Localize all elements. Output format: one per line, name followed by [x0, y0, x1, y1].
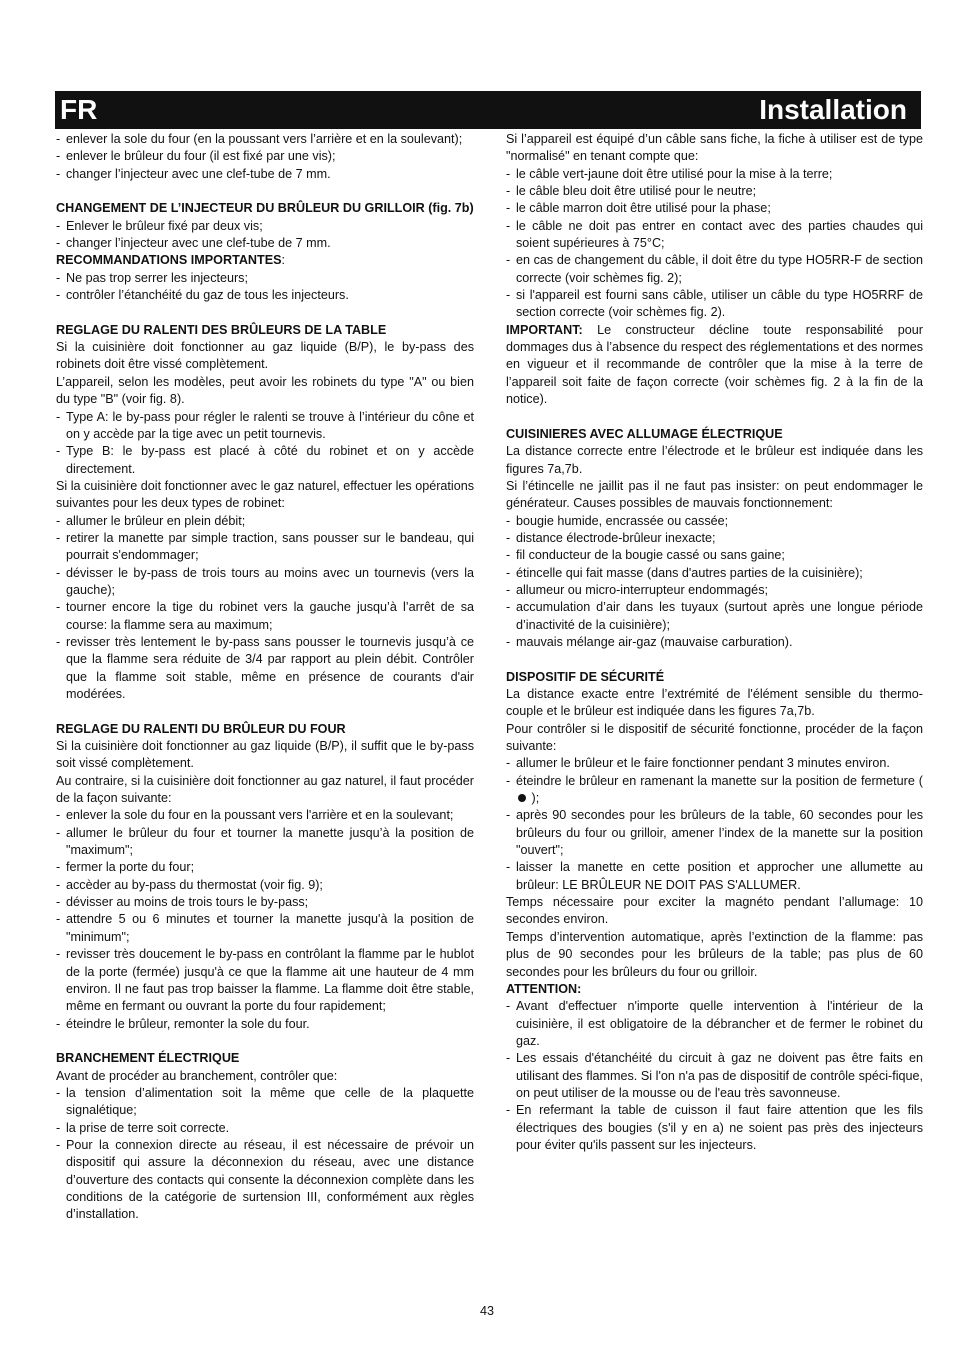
list-item: - dévisser au moins de trois tours le by-pass;: [56, 894, 474, 911]
page-number: 43: [479, 1304, 494, 1318]
list-item: - allumer le brûleur et le faire fonctionner pendant 3 minutes environ.: [506, 755, 923, 772]
list-item: - si l'appareil est fourni sans câble, utiliser un câble du type HO5RRF de section correcte (voir schèmes fig. 2).: [506, 287, 923, 322]
page-title: Installation: [759, 94, 907, 125]
list-item: - le câble vert-jaune doit être utilisé pour la mise à la terre;: [506, 166, 923, 183]
list-item: - la prise de terre soit correcte.: [56, 1120, 474, 1137]
list-item: - le câble marron doit être utilisé pour la phase;: [506, 200, 923, 217]
paragraph: Si la cuisinière doit fonctionner avec le gaz naturel, effectuer les opérations suivantes pour les deux types de robinet:: [56, 478, 474, 511]
section-heading: REGLAGE DU RALENTI DU BRÛLEUR DU FOUR: [56, 721, 346, 736]
section-list: [56, 807, 474, 1032]
list-item: - Avant d'effectuer n'importe quelle intervention à l'intérieur de la cuisinière, il est obligatoire de la débrancher et de fermer le robinet du gaz.: [506, 998, 923, 1050]
language-code: FR: [60, 94, 98, 125]
section-heading: CUISINIERES AVEC ALLUMAGE ÉLECTRIQUE: [506, 426, 783, 441]
list-item: - enlever la sole du four en la poussant vers l'arrière et en la soulevant;: [56, 807, 474, 824]
list-item: - En refermant la table de cuisson il faut faire attention que les fils électriques des bougies (s'il y en a) ne soient pas près des injecteurs pour éviter qu'ils passent sur les injecteurs.: [506, 1102, 923, 1154]
list-item: - le câble bleu doit être utilisé pour le neutre;: [506, 183, 923, 200]
section-list: [506, 166, 923, 322]
list-item: - tourner encore la tige du robinet vers la gauche jusqu’à l’arrêt de sa course: la flamme sera au maximum;: [56, 599, 474, 634]
list-item: - retirer la manette par simple traction, sans pousser sur le bandeau, qui pourrait s'endommager;: [56, 530, 474, 565]
paragraph: L’appareil, selon les modèles, peut avoir les robinets du type "A" ou bien du type "B" (voir fig. 8).: [56, 374, 474, 407]
section-heading: BRANCHEMENT ÉLECTRIQUE: [56, 1051, 240, 1066]
paragraph: Si la cuisinière doit fonctionner au gaz liquide (B/P), le by-pass des robinets doit être vissé complètement.: [56, 340, 474, 372]
list-item: - fermer la porte du four;: [56, 859, 474, 876]
list-item: - bougie humide, encrassée ou cassée;: [506, 513, 923, 530]
list-item: - après 90 secondes pour les brûleurs de la table, 60 secondes pour les brûleurs du four ou grilloir, amener l’index de la manette sur la position "ouvert";: [506, 807, 923, 859]
section-list: [56, 1085, 474, 1224]
section-list: [56, 513, 474, 704]
list-item: - Les essais d'étanchéité du circuit à gaz ne doivent pas être faits en utilisant des flammes. Si l'on n'a pas de dispositif de contrôle spéci-fique, on peut utiliser de la mousse ou de l'eau très savonneuse.: [506, 1050, 923, 1102]
section-list: [506, 513, 923, 652]
section-heading: DISPOSITIF DE SÉCURITÉ: [506, 669, 665, 684]
paragraph: La distance exacte entre l’extrémité de l'élément sensible du thermo-couple et le brûleur est indiquée dans les figures 7a,7b.: [506, 687, 923, 719]
list-item: - Type A: le by-pass pour régler le ralenti se trouve à l’intérieur du cône et on y accède par la tige avec un petit tournevis.: [56, 409, 474, 444]
paragraph: Si l’étincelle ne jaillit pas il ne faut pas insister: on peut endommager le générateur. Causes possibles de mauvais fonctionnement:: [506, 478, 923, 511]
intro-list: [56, 131, 474, 183]
left-column: [56, 131, 474, 1224]
section-list: [506, 998, 923, 1154]
list-item: - Ne pas trop serrer les injecteurs;: [56, 270, 474, 287]
list-item: - Type B: le by-pass est placé à côté du robinet et on y accède directement.: [56, 443, 474, 478]
section-list: [506, 755, 923, 894]
paragraph: Pour contrôler si le dispositif de sécurité fonctionne, procéder de la façon suivante:: [506, 721, 923, 754]
list-item: - éteindre le brûleur, remonter la sole du four.: [56, 1016, 474, 1033]
list-item: - laisser la manette en cette position et approcher une allumette au brûleur: LE BRÛLEUR NE DOIT PAS S'ALLUMER.: [506, 859, 923, 894]
list-item: - accèder au by-pass du thermostat (voir fig. 9);: [56, 877, 474, 894]
section-list: [56, 270, 474, 305]
list-item: - le câble ne doit pas entrer en contact avec des parties chaudes qui soient supérieures à 75°C;: [506, 218, 923, 253]
list-item: - Pour la connexion directe au réseau, il est nécessaire de prévoir un dispositif qui assure la déconnexion du réseau, avec une distance d’ouverture des contacts qui consente la déconnexion complète dans les conditions de la catégorie de surtension III, conformément aux règles d’installation.: [56, 1137, 474, 1224]
list-item: - revisser très lentement le by-pass sans pousser le tournevis jusqu’à ce que la flamme sera réduite de 3/4 par rapport au plein débit. Contrôler que la flamme soit stable, même en présence de courants d'air modérées.: [56, 634, 474, 703]
list-item: - allumer le brûleur du four et tourner la manette jusqu’à la position de "maximum";: [56, 825, 474, 860]
list-item: - en cas de changement du câble, il doit être du type HO5RR-F de section correcte (voir schèmes fig. 2);: [506, 252, 923, 287]
list-item: - la tension d’alimentation soit la même que celle de la plaquette signalétique;: [56, 1085, 474, 1120]
section-list: [56, 409, 474, 478]
important-note: IMPORTANT: Le constructeur décline toute responsabilité pour dommages dus à l’absence du respect des réglementations et des normes en vigueur et il recommande de contrôler que la mise à la terre de l’appareil soit faite de façon correcte (voir schèmes fig. 2 à la fin de la notice).: [506, 322, 923, 407]
list-item: - éteindre le brûleur en ramenant la manette sur la position de fermeture ( );: [506, 773, 923, 808]
list-item: - étincelle qui fait masse (dans d'autres parties de la cuisinière);: [506, 565, 923, 582]
paragraph: Si l’appareil est équipé d’un câble sans fiche, la fiche à utiliser est de type "normalisé" en tenant compte que:: [506, 132, 923, 164]
list-item: - fil conducteur de la bougie cassé ou sans gaine;: [506, 547, 923, 564]
section-heading: CHANGEMENT DE L’INJECTEUR DU BRÛLEUR DU GRILLOIR (fig. 7b): [56, 201, 474, 216]
page-header: [55, 91, 921, 129]
list-item: - revisser très doucement le by-pass en contrôlant la flamme par le hublot de la porte (fermée) jusqu'à ce que la flamme ait une hauteur de 4 mm environ. Il ne faut pas trop baisser la flamme. La flamme doit être stable, même en fermant ou ouvrant la porte du four rapidement;: [56, 946, 474, 1015]
list-item: - accumulation d’air dans les tuyaux (surtout après une longue période d’inactivité de la cuisinière);: [506, 599, 923, 634]
list-item: - enlever le brûleur du four (il est fixé par une vis);: [56, 148, 474, 165]
list-item: - mauvais mélange air-gaz (mauvaise carburation).: [506, 634, 923, 651]
list-item: - distance électrode-brûleur inexacte;: [506, 530, 923, 547]
list-item: - changer l’injecteur avec une clef-tube de 7 mm.: [56, 235, 474, 252]
paragraph: La distance correcte entre l’électrode et le brûleur est indiquée dans les figures 7a,7b.: [506, 444, 923, 476]
list-item: - contrôler l’étanchéité du gaz de tous les injecteurs.: [56, 287, 474, 304]
paragraph: Temps d’intervention automatique, après l’extinction de la flamme: pas plus de 90 secondes pour les brûleurs de la table; pas plus de 60 secondes pour les brûleurs du four ou grilloir.: [506, 929, 923, 979]
list-item: - Enlever le brûleur fixé par deux vis;: [56, 218, 474, 235]
list-item: - allumer le brûleur en plein débit;: [56, 513, 474, 530]
section-list: [56, 218, 474, 253]
closed-position-icon: [518, 794, 526, 802]
list-item: - allumeur ou micro-interrupteur endommagés;: [506, 582, 923, 599]
paragraph: Temps nécessaire pour exciter la magnéto pendant l’allumage: 10 secondes environ.: [506, 895, 923, 927]
paragraph: Si la cuisinière doit fonctionner au gaz liquide (B/P), il suffit que le by-pass soit vissé complètement.: [56, 739, 474, 771]
paragraph: Au contraire, si la cuisinière doit fonctionner au gaz naturel, il faut procéder de la façon suivante:: [56, 773, 474, 806]
section-heading: REGLAGE DU RALENTI DES BRÛLEURS DE LA TABLE: [56, 322, 387, 337]
list-item: - dévisser le by-pass de trois tours au moins avec un tournevis (vers la gauche);: [56, 565, 474, 600]
list-item: - attendre 5 ou 6 minutes et tourner la manette jusqu'à la position de "minimum";: [56, 911, 474, 946]
attention-heading: ATTENTION:: [506, 981, 582, 996]
list-item: - enlever la sole du four (en la poussant vers l’arrière et en la soulevant);: [56, 131, 474, 148]
recommendations-heading: RECOMMANDATIONS IMPORTANTES:: [56, 253, 286, 268]
right-column: [506, 131, 923, 1154]
paragraph: Avant de procéder au branchement, contrôler que:: [56, 1068, 338, 1083]
list-item: - changer l’injecteur avec une clef-tube de 7 mm.: [56, 166, 474, 183]
